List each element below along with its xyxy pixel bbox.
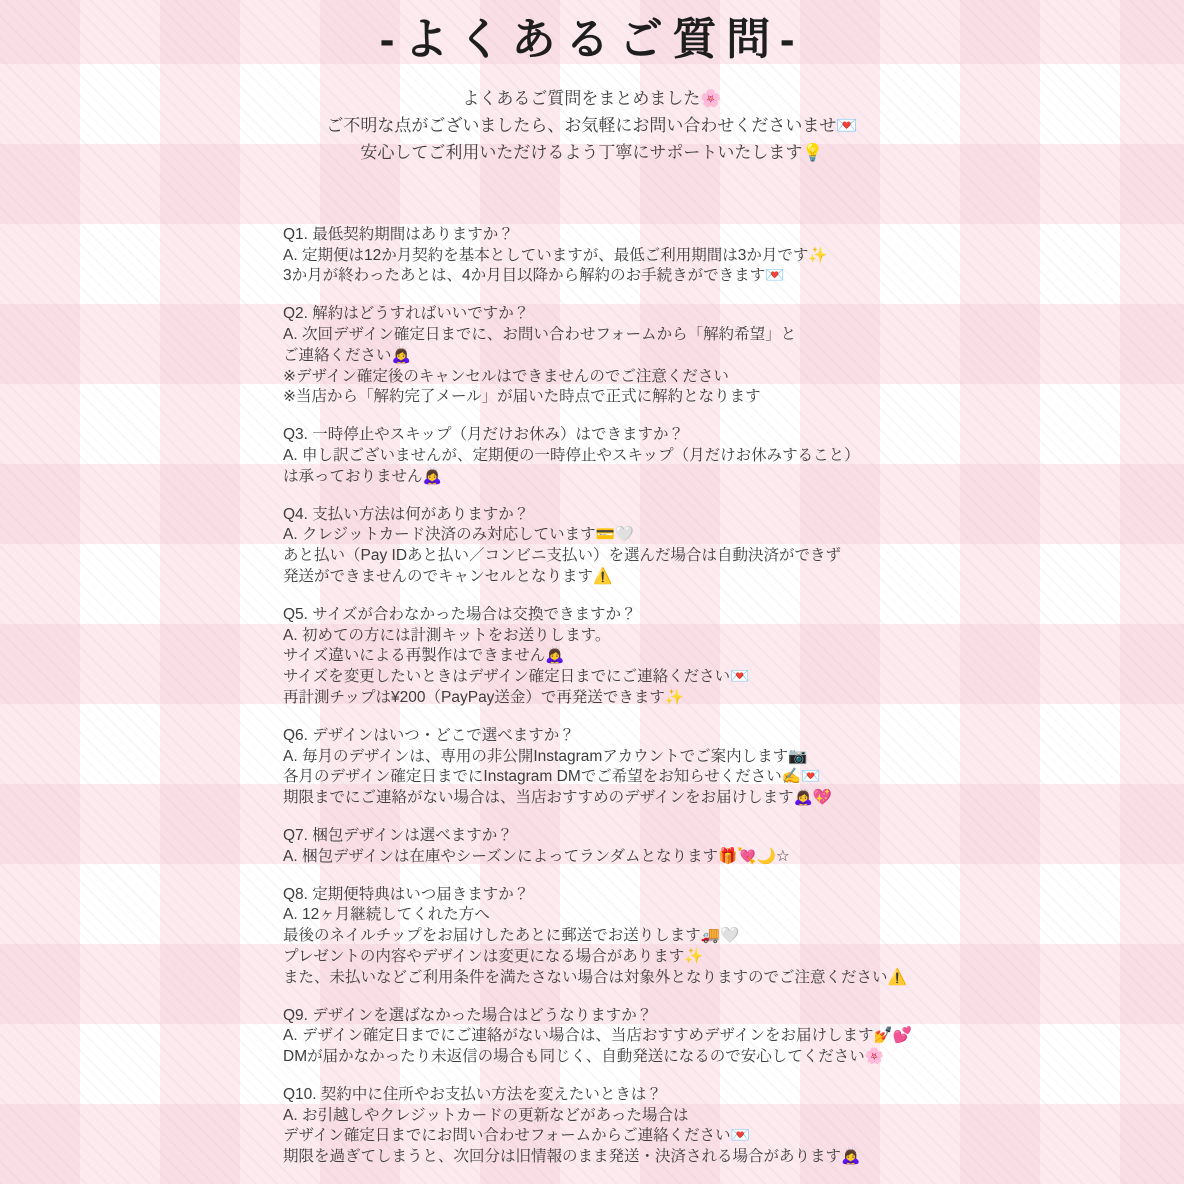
faq-item [283, 1085, 923, 1168]
faq-answer-line: 最後のネイルチップをお届けしたあとに郵送でお送りします🚚🤍 [283, 927, 740, 945]
faq-item [283, 885, 923, 989]
page-title: -よくあるご質問- [379, 15, 805, 64]
faq-item [283, 1006, 923, 1068]
faq-question: Q7. 梱包デザインは選べますか？ [283, 826, 513, 844]
faq-question: Q1. 最低契約期間はありますか？ [283, 225, 514, 243]
faq-list [283, 225, 923, 1168]
faq-item [283, 826, 923, 868]
faq-answer-line: DMが届かなかったり未返信の場合も同じく、自動発送になるので安心してください🌸 [283, 1048, 885, 1066]
intro-line: 安心してご利用いただけるよう丁寧にサポートいたします💡 [360, 142, 824, 162]
faq-answer-line: 期限までにご連絡がない場合は、当店おすすめのデザインをお届けします🙇‍♀️💖 [283, 789, 833, 807]
faq-question: Q3. 一時停止やスキップ（月だけお休み）はできますか？ [283, 426, 684, 444]
faq-answer-line: A. 申し訳ございませんが、定期便の一時停止やスキップ（月だけお休みすること） [283, 446, 860, 464]
faq-item [283, 726, 923, 809]
faq-answer-line: あと払い（Pay IDあと払い／コンビニ支払い）を選んだ場合は自動決済ができず [283, 547, 842, 565]
faq-answer-line: A. 次回デザイン確定日までに、お問い合わせフォームから「解約希望」と [283, 325, 797, 343]
faq-answer-line: A. 定期便は12か月契約を基本としていますが、最低ご利用期間は3か月です✨ [283, 246, 828, 264]
faq-item [283, 304, 923, 408]
faq-answer-line: ※デザイン確定後のキャンセルはできませんのでご注意ください [283, 367, 729, 385]
faq-answer-line: ※当店から「解約完了メール」が届いた時点で正式に解約となります [283, 388, 761, 406]
faq-answer-line: A. 毎月のデザインは、専用の非公開Instagramアカウントでご案内します📷 [283, 747, 808, 765]
faq-answer-line: A. 12ヶ月継続してくれた方へ [283, 906, 490, 924]
faq-answer-line: は承っておりません🙇‍♀️ [283, 467, 442, 485]
faq-answer-line: A. 初めての方には計測キットをお送りします。 [283, 626, 611, 644]
intro-line: よくあるご質問をまとめました🌸 [462, 88, 722, 108]
faq-item [283, 225, 923, 287]
faq-question: Q6. デザインはいつ・どこで選べますか？ [283, 726, 575, 744]
faq-answer-line: A. お引越しやクレジットカードの更新などがあった場合は [283, 1106, 689, 1124]
faq-answer-line: 期限を過ぎてしまうと、次回分は旧情報のまま発送・決済される場合があります🙇‍♀️ [283, 1148, 861, 1166]
faq-answer-line: 再計測チップは¥200（PayPay送金）で再発送できます✨ [283, 688, 685, 706]
faq-answer-line: また、未払いなどご利用条件を満たさない場合は対象外となりますのでご注意ください⚠️ [283, 968, 907, 986]
faq-question: Q5. サイズが合わなかった場合は交換できますか？ [283, 605, 637, 623]
faq-question: Q10. 契約中に住所やお支払い方法を変えたいときは？ [283, 1085, 662, 1103]
faq-item [283, 505, 923, 588]
intro-line: ご不明な点がございましたら、お気軽にお問い合わせくださいませ💌 [326, 115, 858, 135]
faq-answer-line: サイズを変更したいときはデザイン確定日までにご連絡ください💌 [283, 668, 750, 686]
faq-item [283, 425, 923, 487]
faq-answer-line: 各月のデザイン確定日までにInstagram DMでご希望をお知らせください✍️💌 [283, 768, 821, 786]
intro-text [0, 85, 1184, 166]
faq-answer-line: 3か月が終わったあとは、4か月目以降から解約のお手続きができます💌 [283, 267, 785, 285]
faq-answer-line: 発送ができませんのでキャンセルとなります⚠️ [283, 567, 613, 585]
faq-answer-line: デザイン確定日までにお問い合わせフォームからご連絡ください💌 [283, 1127, 750, 1145]
faq-answer-line: ご連絡ください🙇‍♀️ [283, 346, 411, 364]
faq-item [283, 605, 923, 709]
faq-answer-line: A. クレジットカード決済のみ対応しています💳🤍 [283, 526, 635, 544]
faq-answer-line: プレゼントの内容やデザインは変更になる場合があります✨ [283, 947, 704, 965]
faq-answer-line: サイズ違いによる再製作はできません🙇‍♀️ [283, 647, 565, 665]
faq-answer-line: A. デザイン確定日までにご連絡がない場合は、当店おすすめデザインをお届けします💅💕 [283, 1027, 913, 1045]
faq-question: Q2. 解約はどうすればいいですか？ [283, 305, 530, 323]
faq-question: Q8. 定期便特典はいつ届きますか？ [283, 885, 530, 903]
faq-question: Q9. デザインを選ばなかった場合はどうなりますか？ [283, 1006, 653, 1024]
faq-question: Q4. 支払い方法は何がありますか？ [283, 505, 530, 523]
faq-answer-line: A. 梱包デザインは在庫やシーズンによってランダムとなります🎁💘🌙☆ [283, 847, 790, 865]
